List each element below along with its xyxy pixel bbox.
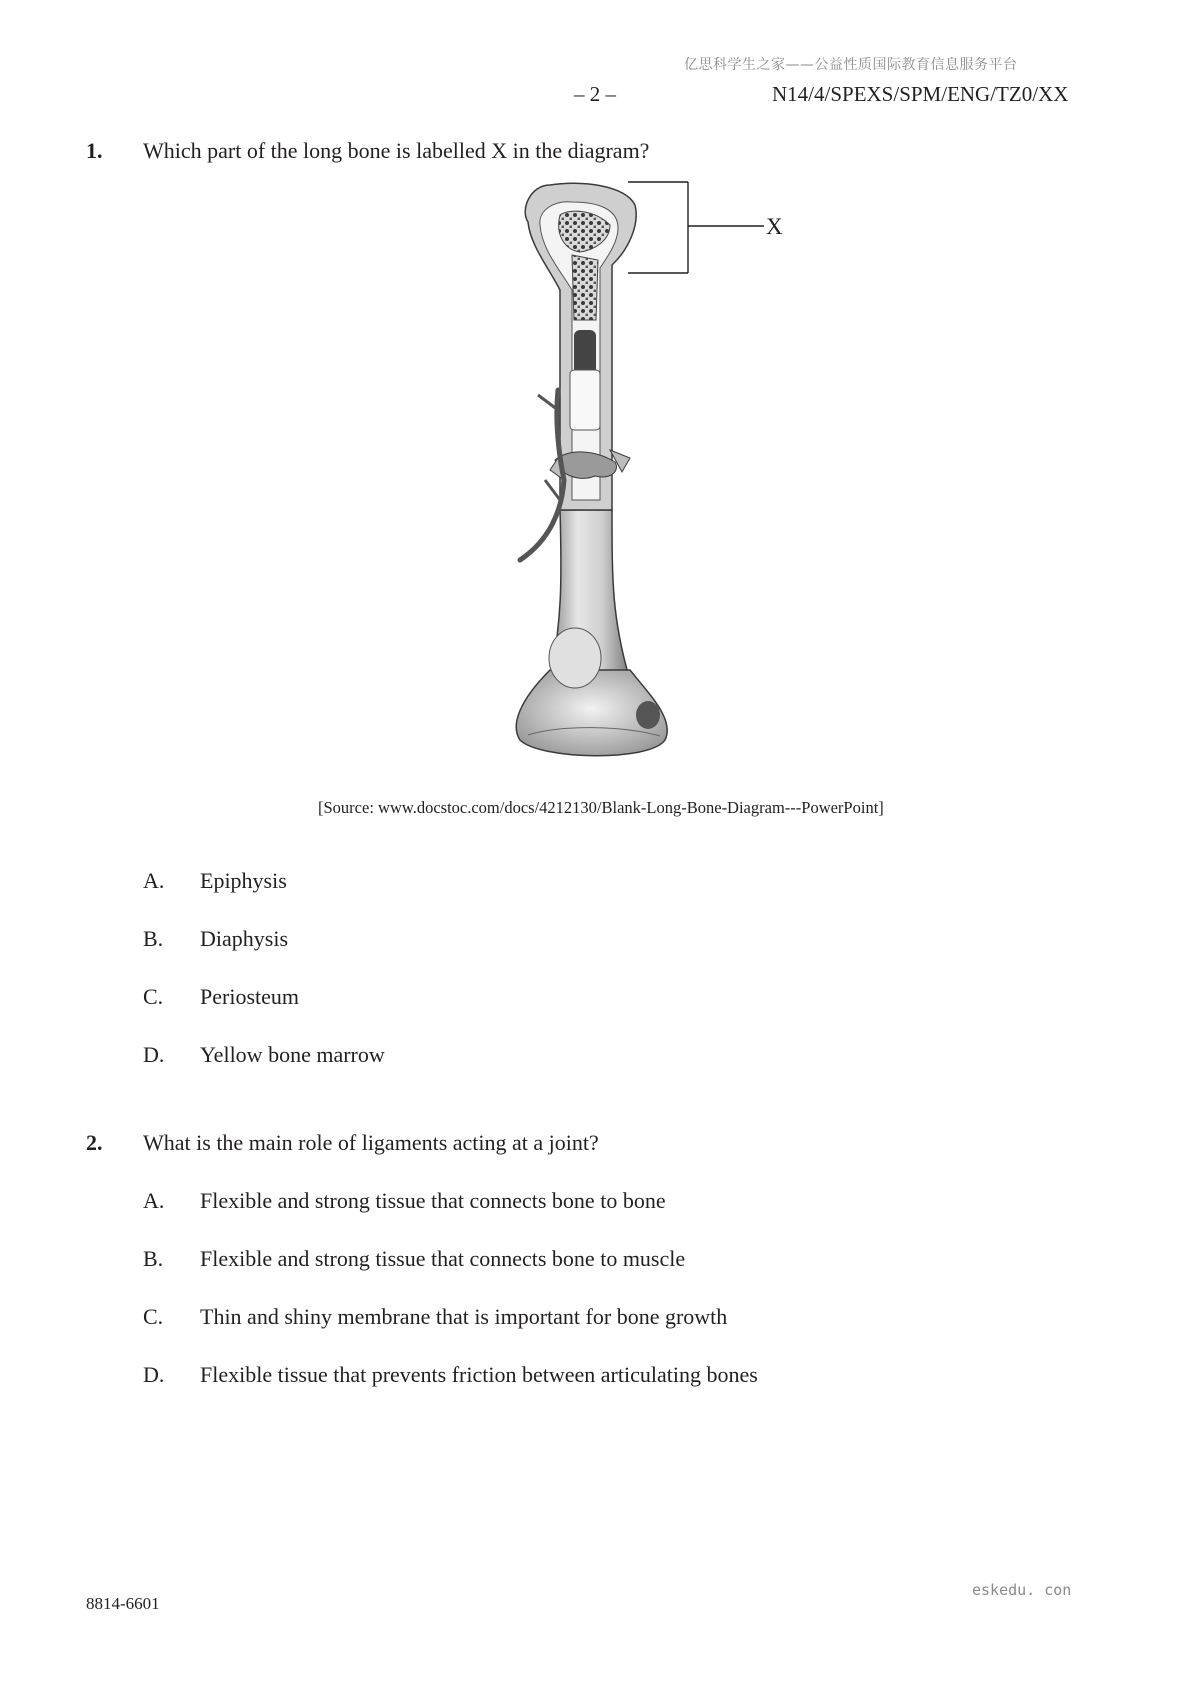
q1-option-d-text: Yellow bone marrow bbox=[200, 1042, 385, 1067]
q2-option-b-text: Flexible and strong tissue that connects bone to muscle bbox=[200, 1246, 686, 1271]
diagram-source: [Source: www.docstoc.com/docs/4212130/Blank-Long-Bone-Diagram---PowerPoint] bbox=[318, 798, 884, 817]
diagram-label-x: X bbox=[766, 214, 783, 239]
q1-option-c-letter: C. bbox=[143, 984, 164, 1009]
q1-option-a-letter: A. bbox=[143, 868, 165, 893]
page-number: – 2 – bbox=[574, 82, 616, 106]
footer-code: 8814-6601 bbox=[86, 1594, 160, 1613]
bone-distal-end bbox=[516, 628, 667, 756]
question-1-number: 1. bbox=[86, 138, 103, 163]
q2-option-c-letter: C. bbox=[143, 1304, 164, 1329]
question-1-text: Which part of the long bone is labelled X in the diagram? bbox=[143, 138, 650, 163]
bone-proximal-section bbox=[525, 183, 636, 510]
footer-watermark: eskedu. con bbox=[972, 1581, 1072, 1599]
q2-option-b-letter: B. bbox=[143, 1246, 164, 1271]
q1-option-a-text: Epiphysis bbox=[200, 868, 287, 893]
q2-option-d-letter: D. bbox=[143, 1362, 165, 1387]
q2-option-c-text: Thin and shiny membrane that is important for bone growth bbox=[200, 1304, 728, 1329]
bracket-x bbox=[628, 182, 764, 273]
q1-option-b-letter: B. bbox=[143, 926, 164, 951]
question-2-number: 2. bbox=[86, 1130, 103, 1155]
paper-code: N14/4/SPEXS/SPM/ENG/TZ0/XX bbox=[772, 82, 1069, 106]
long-bone-diagram bbox=[500, 180, 860, 760]
q2-option-d-text: Flexible tissue that prevents friction between articulating bones bbox=[200, 1362, 758, 1387]
q2-option-a-text: Flexible and strong tissue that connects bone to bone bbox=[200, 1188, 666, 1213]
header-watermark: 亿思科学生之家——公益性质国际教育信息服务平台 bbox=[684, 57, 1018, 73]
q1-option-c-text: Periosteum bbox=[200, 984, 299, 1009]
q1-option-d-letter: D. bbox=[143, 1042, 165, 1067]
question-2-text: What is the main role of ligaments acting at a joint? bbox=[143, 1130, 599, 1155]
q1-option-b-text: Diaphysis bbox=[200, 926, 288, 951]
q2-option-a-letter: A. bbox=[143, 1188, 165, 1213]
